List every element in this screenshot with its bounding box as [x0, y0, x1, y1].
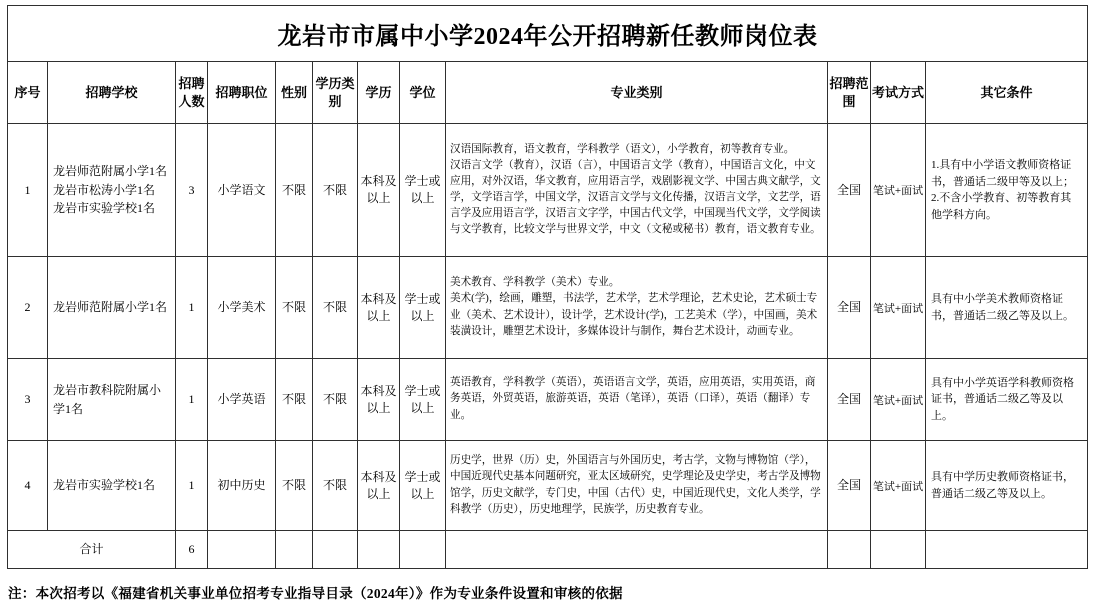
- cell-education-line: 本科及以上: [360, 383, 397, 415]
- total-empty-cell: [313, 531, 358, 569]
- cell-exam-method-line: 笔试+面试: [872, 394, 924, 407]
- total-empty-cell: [400, 531, 446, 569]
- cell-gender: [276, 257, 313, 359]
- cell-recruit-scope: [828, 257, 871, 359]
- total-empty-cell: [208, 531, 276, 569]
- cell-other-conditions: [926, 124, 1088, 257]
- column-header-3: 招聘职位: [208, 62, 276, 124]
- cell-education: [358, 441, 400, 531]
- cell-major-category: [446, 257, 828, 359]
- cell-serial-no-line: 4: [24, 478, 31, 493]
- cell-recruit-scope: [828, 441, 871, 531]
- cell-gender-line: 不限: [281, 300, 306, 315]
- cell-position-line: 小学美术: [217, 300, 266, 315]
- total-empty-cell: [446, 531, 828, 569]
- footnote: 注：本次招考以《福建省机关事业单位招考专业指导目录（2024年）》作为专业条件设置和审核的依据: [8, 586, 623, 601]
- cell-position: [208, 257, 276, 359]
- cell-gender: [276, 124, 313, 257]
- cell-education-type: [313, 124, 358, 257]
- total-count-line: 6: [188, 542, 195, 557]
- cell-degree: [400, 124, 446, 257]
- page-title: 龙岩市市属中小学2024年公开招聘新任教师岗位表: [8, 6, 1088, 62]
- column-header-6: 学历: [358, 62, 400, 124]
- cell-position-line: 初中历史: [217, 478, 266, 493]
- total-row: [8, 531, 1088, 569]
- cell-position: [208, 124, 276, 257]
- cell-gender: [276, 359, 313, 441]
- cell-position: [208, 441, 276, 531]
- cell-education: [358, 359, 400, 441]
- cell-other-conditions: [926, 441, 1088, 531]
- cell-gender-line: 不限: [281, 392, 306, 407]
- table-header-row: [8, 62, 1088, 124]
- cell-serial-no: [8, 257, 48, 359]
- cell-recruit-count: [176, 441, 208, 531]
- total-count: [176, 531, 208, 569]
- cell-recruit-scope-line: 全国: [836, 392, 861, 407]
- cell-schools-line: 龙岩市实验学校1名: [53, 201, 156, 216]
- cell-schools-line: 龙岩师范附属小学1名: [53, 164, 168, 179]
- cell-major-category-line: 汉语国际教育，语文教育，学科教学（语文），小学教育，初等教育专业。: [450, 143, 795, 155]
- cell-schools: [48, 441, 176, 531]
- cell-exam-method: [871, 124, 926, 257]
- table-row-1: [8, 124, 1088, 257]
- cell-serial-no-line: 1: [24, 182, 31, 197]
- cell-serial-no-line: 3: [24, 392, 31, 407]
- total-label: [8, 531, 176, 569]
- cell-recruit-count-line: 1: [188, 300, 195, 315]
- cell-education-type-line: 不限: [322, 300, 347, 315]
- total-empty-cell: [871, 531, 926, 569]
- cell-schools: [48, 124, 176, 257]
- cell-major-category-line: 英语教育，学科教学（英语），英语语言文学，英语，应用英语，实用英语，商务英语，外贸英语，旅游英语，英语（笔译），英语（口译），英语（翻译）专业。: [450, 377, 816, 421]
- cell-major-category: [446, 441, 828, 531]
- cell-exam-method: [871, 441, 926, 531]
- column-header-0: 序号: [8, 62, 48, 124]
- cell-exam-method-line: 笔试+面试: [872, 480, 924, 493]
- total-empty-cell: [276, 531, 313, 569]
- cell-recruit-count-line: 3: [188, 182, 195, 197]
- cell-gender: [276, 441, 313, 531]
- cell-degree-line: 学士或以上: [404, 291, 441, 323]
- cell-exam-method: [871, 257, 926, 359]
- cell-education-type: [313, 441, 358, 531]
- cell-major-category: [446, 124, 828, 257]
- cell-major-category-line: 汉语言文学（教育），汉语（言），中国语言文学（教育），中国语言文化，中文应用，对外汉语，华文教育，应用语言学，戏剧影视文学、中国古典文献学，文学，文学语言学，中国文学，汉语言文学与文化传播，汉语言文学，文艺学，语言学及应用语言学，汉语言文字学，中国古代文学，中国现当代文学，文学阅读与文学教育，比较文学与世界文学，中文（文秘或秘书）教育，语文教育专业。: [450, 159, 821, 236]
- cell-recruit-scope-line: 全国: [836, 478, 861, 493]
- cell-major-category-line: 历史学，世界（历）史，外国语言与外国历史，考古学，文物与博物馆（学），中国近现代史基本问题研究，亚太区域研究，史学理论及史学史，考古学及博物馆学，历史文献学，专门史，中国（古代）史，中国近现代史，文化人类学，学科教学（历史），历史地理学，民族学，历史教育专业。: [450, 455, 821, 515]
- cell-education-type: [313, 257, 358, 359]
- cell-major-category: [446, 359, 828, 441]
- cell-other-conditions: [926, 257, 1088, 359]
- cell-education-type-line: 不限: [322, 392, 347, 407]
- cell-other-conditions-line: 2.不含小学教育、初等教育其他学科方向。: [931, 192, 1072, 221]
- column-header-7: 学位: [400, 62, 446, 124]
- column-header-5: 学历类别: [313, 62, 358, 124]
- cell-schools-line: 龙岩市实验学校1名: [53, 478, 156, 493]
- cell-schools: [48, 359, 176, 441]
- cell-recruit-count: [176, 124, 208, 257]
- cell-position-line: 小学英语: [217, 392, 266, 407]
- total-empty-cell: [358, 531, 400, 569]
- cell-recruit-scope-line: 全国: [836, 300, 861, 315]
- cell-major-category-line: 美术(学)，绘画，雕塑，书法学，艺术学，艺术学理论，艺术史论，艺术硕士专业（美术、艺术设计），设计学，艺术设计(学)，工艺美术（学），中国画，美术装潢设计，雕塑艺术设计，多媒体设计与制作，舞台艺术设计，动画专业。: [450, 293, 818, 337]
- total-empty-cell: [828, 531, 871, 569]
- column-header-2: 招聘人数: [176, 62, 208, 124]
- cell-position: [208, 359, 276, 441]
- table-row-4: [8, 441, 1088, 531]
- column-header-4: 性别: [276, 62, 313, 124]
- cell-education-line: 本科及以上: [360, 469, 397, 501]
- cell-degree: [400, 359, 446, 441]
- column-header-11: 其它条件: [926, 62, 1088, 124]
- cell-serial-no: [8, 359, 48, 441]
- position-table: [7, 5, 1088, 569]
- cell-schools-line: 龙岩师范附属小学1名: [53, 300, 168, 315]
- cell-other-conditions-line: 1.具有中小学语文教师资格证书，普通话二级甲等及以上；: [931, 159, 1074, 188]
- total-label-line: 合计: [79, 542, 104, 557]
- cell-degree: [400, 441, 446, 531]
- column-header-10: 考试方式: [871, 62, 926, 124]
- cell-degree-line: 学士或以上: [404, 469, 441, 501]
- cell-other-conditions-line: 具有中小学美术教师资格证书，普通话二级乙等及以上。: [931, 293, 1074, 322]
- cell-degree: [400, 257, 446, 359]
- cell-education-line: 本科及以上: [360, 291, 397, 323]
- cell-recruit-count: [176, 359, 208, 441]
- cell-other-conditions-line: 具有中小学英语学科教师资格证书，普通话二级乙等及以上。: [931, 376, 1074, 422]
- cell-education-type-line: 不限: [322, 478, 347, 493]
- cell-education-line: 本科及以上: [360, 174, 397, 205]
- cell-gender-line: 不限: [281, 478, 306, 493]
- cell-schools-line: 龙岩市松涛小学1名: [53, 182, 156, 197]
- cell-recruit-count: [176, 257, 208, 359]
- column-header-1: 招聘学校: [48, 62, 176, 124]
- cell-exam-method: [871, 359, 926, 441]
- cell-recruit-scope: [828, 124, 871, 257]
- cell-education-type-line: 不限: [322, 182, 347, 197]
- cell-education: [358, 257, 400, 359]
- cell-schools: [48, 257, 176, 359]
- cell-other-conditions: [926, 359, 1088, 441]
- total-empty-cell: [926, 531, 1088, 569]
- cell-position-line: 小学语文: [217, 182, 266, 197]
- column-header-9: 招聘范围: [828, 62, 871, 124]
- table-row-3: [8, 359, 1088, 441]
- cell-major-category-line: 美术教育、学科教学（美术）专业。: [450, 277, 620, 289]
- cell-other-conditions-line: 具有中学历史教师资格证书，普通话二级乙等及以上。: [931, 471, 1074, 500]
- cell-recruit-scope: [828, 359, 871, 441]
- cell-serial-no: [8, 441, 48, 531]
- cell-recruit-scope-line: 全国: [836, 182, 861, 197]
- cell-exam-method-line: 笔试+面试: [872, 302, 924, 315]
- cell-exam-method-line: 笔试+面试: [872, 185, 924, 197]
- cell-recruit-count-line: 1: [188, 392, 195, 407]
- cell-education-type: [313, 359, 358, 441]
- cell-schools-line: 龙岩市教科院附属小学1名: [53, 382, 162, 416]
- cell-degree-line: 学士或以上: [404, 174, 441, 205]
- title-row: [8, 6, 1088, 62]
- column-header-8: 专业类别: [446, 62, 828, 124]
- cell-education: [358, 124, 400, 257]
- cell-serial-no-line: 2: [24, 300, 31, 315]
- cell-degree-line: 学士或以上: [404, 383, 441, 415]
- cell-recruit-count-line: 1: [188, 478, 195, 493]
- table-row-2: [8, 257, 1088, 359]
- cell-serial-no: [8, 124, 48, 257]
- cell-gender-line: 不限: [281, 182, 306, 197]
